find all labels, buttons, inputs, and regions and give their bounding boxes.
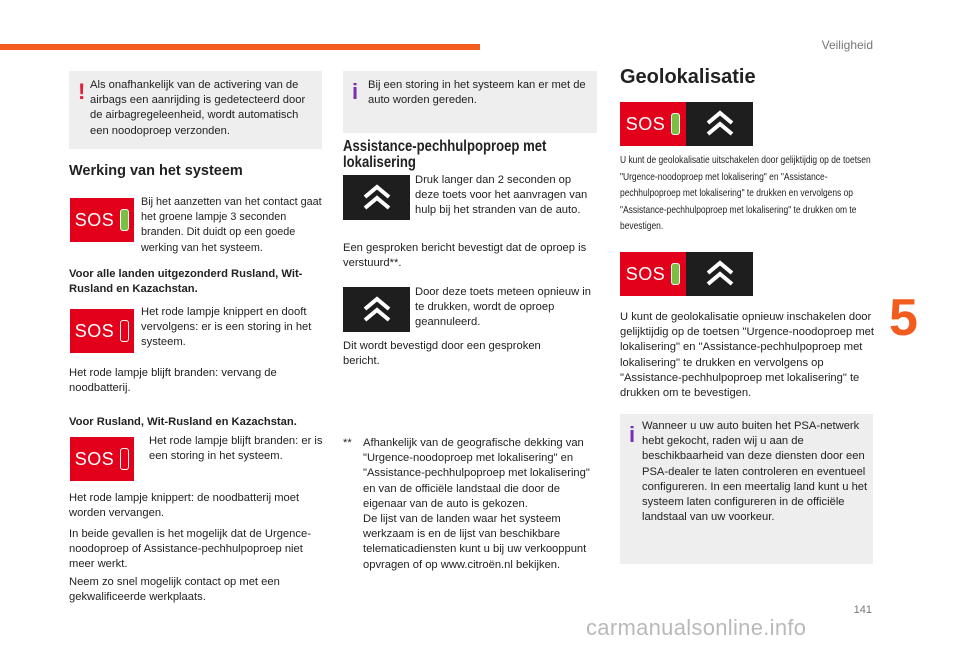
info-icon: i [352,79,359,104]
contact-text: Neem zo snel mogelijk contact op met een gekwalificeerde werkplaats. [69,576,280,604]
chevron-up-icon [700,259,740,289]
message-text: Een gesproken bericht bevestigt dat de oproep is verstuurd**. [343,242,587,270]
confirm-text: Dit wordt bevestigd door een gesproken bericht. [343,340,541,368]
sos-label: SOS [74,209,115,230]
info-box [343,71,597,133]
chapter-title: Veiligheid [821,38,873,52]
warning-box [69,71,322,149]
section-heading: Geolokalisatie [620,66,756,88]
sos-button-green [620,252,686,296]
both-cases-text: In beide gevallen is het mogelijk dat de Urgence-noodoproep of Assistance-pechhulpoproep niet meer werkt. [69,528,311,571]
reactivate-text: U kunt de geolokalisatie opnieuw inschakelen door gelijktijdig op de toetsen "Urgence-noodoproep met lokalisering" en "Assistance-pechhulpoproep met lokalisering" te drukken en vervolgens op "Assistance-pechhulpoproep met lokalisering" te drukken om te bevestigen. [620,311,874,400]
deactivate-text: U kunt de geolokalisatie uitschakelen door gelijktijdig op de toetsen "Urgence-noodoproep met lokalisering" en "Assistance-pechhulpoproep met lokalisering" te drukken en vervolgens op "Assistance-pechhulpoproep met lokalisering" te drukken om te bevestigen. [620,155,871,232]
red-led-icon [120,448,129,470]
assistance-button [343,175,410,220]
startup-text: Bij het aanzetten van het contact gaat het groene lampje 3 seconden branden. Dit duidt op een goede werking van het systeem. [141,196,322,254]
accent-bar [0,44,480,50]
sos-label: SOS [625,263,666,284]
chevron-up-icon [357,295,397,325]
red-on-text: Het rode lampje blijft branden: er is een storing in het systeem. [149,435,323,463]
footnote-mark: ** [343,437,352,449]
watermark: carmanualsonline.info [586,615,807,640]
assistance-button [686,102,753,146]
sos-label: SOS [74,448,115,469]
info-text: Bij een storing in het systeem kan er met de auto worden gereden. [368,79,586,107]
sos-button-green [70,198,134,242]
chevron-up-icon [357,183,397,213]
section-heading: Assistance-pechhulpoproep met lokalisering [343,138,547,171]
sos-button-green [620,102,686,146]
green-led-icon [671,263,680,285]
subheading-other-countries: Voor alle landen uitgezonderd Rusland, Wit-Rusland en Kazachstan. [69,268,303,296]
assistance-button [686,252,753,296]
blink-text: Het rode lampje knippert en dooft vervolgens: er is een storing in het systeem. [141,306,312,349]
info-box [620,414,873,564]
info-text: Wanneer u uw auto buiten het PSA-netwerk hebt gekocht, raden wij u aan de beschikbaarheid van deze diensten door een PSA-dealer te laten controleren en eventueel configureren. In een meertalig land kunt u het systeem laten configureren in de officiële landstaal van uw voorkeur. [642,420,868,524]
chapter-number: 5 [889,289,918,347]
sos-label: SOS [625,113,666,134]
footnote-paragraph-2: De lijst van de landen waar het systeem werkzaam is en de lijst van beschikbare telematicadiensten kunt u bij uw verkooppunt opvragen of op www.citroën.nl bekijken. [363,513,587,571]
assistance-button [343,287,410,332]
sos-button-red-on [70,437,134,481]
footnote-paragraph: Afhankelijk van de geografische dekking van "Urgence-noodoproep met lokalisering" en "Assistance-pechhulpoproep met lokalisering" en van de officiële landstaal die door de eigenaar van de auto is gekozen. [363,437,590,510]
warning-text: Als onafhankelijk van de activering van de airbags een aanrijding is gedetecteerd door de airbagregeleenheid, wordt automatisch een noodoproep verzonden. [90,79,306,137]
press-text: Druk langer dan 2 seconden op deze toets voor het aanvragen van hulp bij het stranden van de auto. [415,174,588,217]
page-number: 141 [853,604,872,616]
red-led-icon [120,320,129,342]
section-heading: Werking van het systeem [69,163,243,179]
footnote-text [363,436,601,573]
red-blink-text: Het rode lampje knippert: de noodbatterij moet worden vervangen. [69,492,300,520]
chevron-up-icon [700,109,740,139]
cancel-text: Door deze toets meteen opnieuw in te drukken, wordt de oproep geannuleerd. [415,286,592,329]
battery-text: Het rode lampje blijft branden: vervang de noodbatterij. [69,367,277,395]
subheading-russia: Voor Rusland, Wit-Rusland en Kazachstan. [69,416,297,428]
sos-button-red-blink [70,309,134,353]
green-led-icon [120,209,129,231]
warning-icon: ! [78,79,86,104]
green-led-icon [671,113,680,135]
info-icon: i [629,422,636,447]
sos-label: SOS [74,320,115,341]
